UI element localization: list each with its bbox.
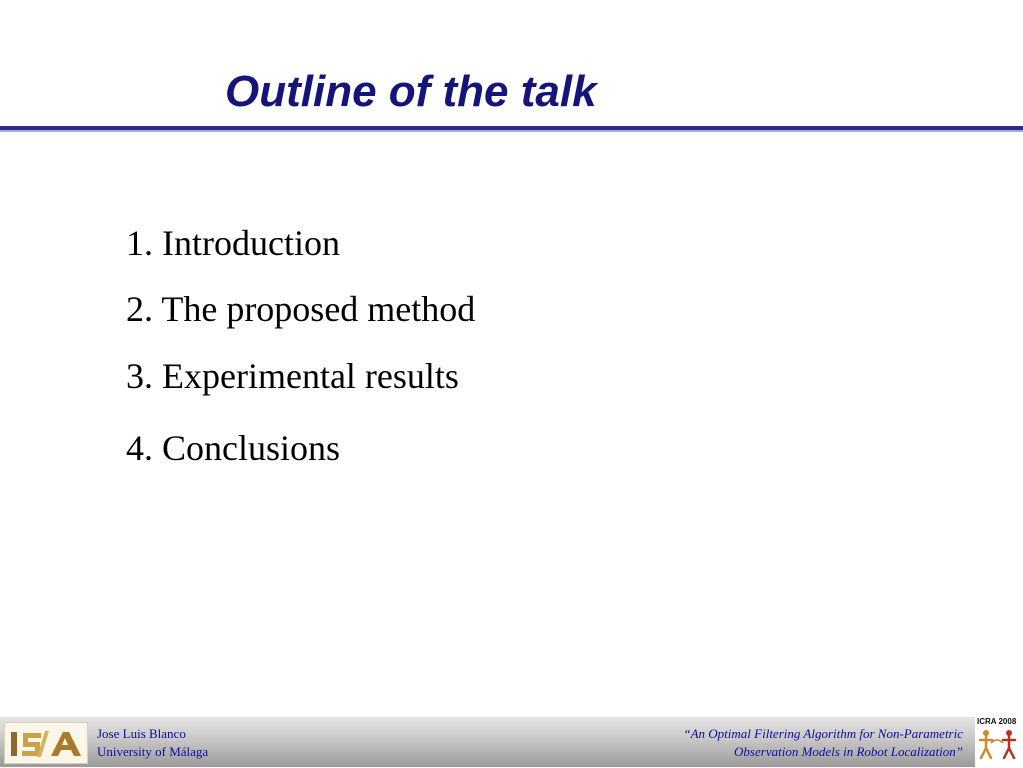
conference-label: ICRA 2008 bbox=[977, 717, 1017, 726]
outline-item-experimental-results: 3. Experimental results bbox=[126, 356, 459, 396]
author-info bbox=[97, 725, 208, 761]
slide-title: Outline of the talk bbox=[225, 67, 597, 116]
icra-figures-graphic bbox=[975, 727, 1023, 767]
isa-logo bbox=[4, 722, 88, 764]
isa-logo-graphic bbox=[5, 723, 87, 763]
outline-list bbox=[126, 0, 726, 480]
outline-item-conclusions: 4. Conclusions bbox=[126, 428, 341, 468]
paper-title-line-1: “An Optimal Filtering Algorithm for Non-Parametric bbox=[683, 726, 963, 741]
author-name: Jose Luis Blanco bbox=[97, 726, 186, 741]
icra-logo bbox=[975, 717, 1023, 767]
outline-item-introduction: 1. Introduction bbox=[126, 223, 340, 263]
author-affiliation: University of Málaga bbox=[97, 744, 209, 759]
paper-title-line-2: Observation Models in Robot Localization” bbox=[734, 744, 963, 759]
paper-title bbox=[683, 725, 963, 761]
slide-footer bbox=[0, 717, 1023, 767]
outline-item-proposed-method: 2. The proposed method bbox=[126, 289, 476, 329]
